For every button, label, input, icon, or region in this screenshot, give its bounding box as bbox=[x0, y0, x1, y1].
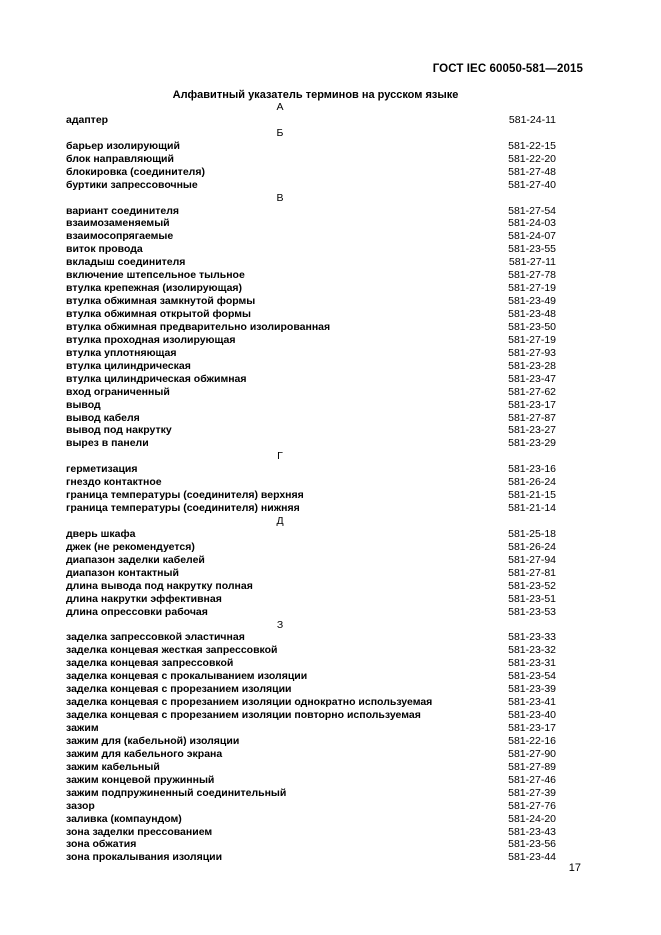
index-entry bbox=[66, 826, 556, 839]
entry-term: вывод под накрутку bbox=[66, 424, 172, 437]
entry-code: 581-27-48 bbox=[508, 165, 556, 178]
section-letter: Г bbox=[277, 450, 283, 463]
entry-term: зона заделки прессованием bbox=[66, 825, 213, 838]
entry-code: 581-22-15 bbox=[508, 139, 556, 152]
entry-term: втулка цилиндрическая bbox=[66, 359, 191, 372]
entry-code: 581-23-43 bbox=[508, 825, 556, 838]
entry-term: барьер изолирующий bbox=[66, 139, 180, 152]
index-entry bbox=[66, 657, 556, 670]
term-index bbox=[66, 101, 556, 864]
entry-code: 581-23-17 bbox=[508, 722, 556, 734]
index-entry bbox=[66, 683, 556, 696]
index-entry bbox=[66, 735, 556, 748]
entry-term: буртики запрессовочные bbox=[66, 178, 198, 191]
entry-term: вывод bbox=[66, 398, 101, 411]
entry-code: 581-23-54 bbox=[508, 670, 556, 683]
entry-code: 581-27-90 bbox=[508, 747, 556, 760]
index-entry bbox=[66, 838, 556, 851]
entry-term: зона прокалывания изоляции bbox=[66, 851, 223, 864]
entry-term: джек (не рекомендуется) bbox=[66, 540, 195, 553]
index-entry bbox=[66, 295, 556, 308]
entry-term: адаптер bbox=[66, 113, 109, 126]
index-entry bbox=[66, 554, 556, 567]
entry-code: 581-27-40 bbox=[508, 178, 556, 191]
index-entry bbox=[66, 243, 556, 256]
entry-term: вырез в панели bbox=[66, 437, 149, 450]
entry-code: 581-23-50 bbox=[508, 320, 556, 333]
index-entry bbox=[66, 502, 556, 515]
section-letter: Д bbox=[276, 515, 284, 527]
entry-code: 581-21-14 bbox=[508, 502, 556, 515]
entry-code: 581-27-19 bbox=[508, 333, 556, 346]
index-entry bbox=[66, 179, 556, 192]
entry-code: 581-23-41 bbox=[508, 696, 556, 709]
index-entry bbox=[66, 205, 556, 218]
entry-term: втулка обжимная открытой формы bbox=[66, 308, 251, 320]
entry-code: 581-24-11 bbox=[508, 113, 556, 126]
index-entry bbox=[66, 670, 556, 683]
index-entry bbox=[66, 567, 556, 580]
entry-term: длина опрессовки рабочая bbox=[66, 605, 208, 618]
entry-code: 581-27-78 bbox=[508, 269, 556, 282]
entry-term: блокировка (соединителя) bbox=[66, 165, 205, 178]
entry-code: 581-23-51 bbox=[508, 592, 556, 605]
index-entry bbox=[66, 347, 556, 360]
entry-code: 581-23-31 bbox=[508, 657, 556, 670]
entry-code: 581-23-29 bbox=[508, 437, 556, 450]
index-entry bbox=[66, 412, 556, 425]
entry-term: вывод кабеля bbox=[66, 411, 140, 424]
entry-code: 581-23-16 bbox=[508, 463, 556, 476]
entry-code: 581-24-07 bbox=[508, 230, 556, 243]
entry-code: 581-22-16 bbox=[508, 734, 556, 747]
entry-term: зона обжатия bbox=[66, 838, 137, 851]
index-entry bbox=[66, 813, 556, 826]
entry-code: 581-24-20 bbox=[508, 812, 556, 825]
index-entry bbox=[66, 696, 556, 709]
entry-code: 581-27-87 bbox=[508, 411, 556, 424]
entry-term: длина вывода под накрутку полная bbox=[66, 579, 253, 592]
index-entry bbox=[66, 593, 556, 606]
entry-term: дверь шкафа bbox=[66, 527, 136, 540]
index-entry bbox=[66, 541, 556, 554]
entry-term: взаимозаменяемый bbox=[66, 217, 170, 230]
document-id: ГОСТ IEC 60050-581—2015 bbox=[432, 63, 583, 75]
entry-term: заделка концевая с прорезанием изоляции однократно используемая bbox=[66, 696, 433, 709]
entry-code: 581-23-44 bbox=[508, 851, 556, 864]
index-entry bbox=[66, 114, 556, 127]
entry-code: 581-23-28 bbox=[508, 359, 556, 372]
index-entry bbox=[66, 399, 556, 412]
entry-code: 581-27-39 bbox=[508, 786, 556, 799]
index-entry bbox=[66, 153, 556, 166]
entry-code: 581-27-46 bbox=[508, 773, 556, 786]
entry-term: длина накрутки эффективная bbox=[66, 592, 222, 605]
entry-term: зажим кабельный bbox=[66, 760, 160, 773]
entry-code: 581-27-81 bbox=[508, 566, 556, 579]
index-title: Алфавитный указатель терминов на русском языке bbox=[172, 89, 459, 101]
index-entry bbox=[66, 606, 556, 619]
index-entry bbox=[66, 256, 556, 269]
entry-term: заделка запрессовкой эластичная bbox=[66, 631, 245, 644]
section-letter: Б bbox=[276, 126, 284, 139]
entry-code: 581-23-33 bbox=[508, 631, 556, 644]
entry-term: герметизация bbox=[66, 463, 138, 476]
entry-code: 581-23-48 bbox=[508, 308, 556, 320]
index-entry bbox=[66, 722, 556, 735]
index-entry bbox=[66, 140, 556, 153]
index-entry bbox=[66, 761, 556, 774]
entry-term: втулка проходная изолирующая bbox=[66, 333, 236, 346]
index-entry bbox=[66, 489, 556, 502]
entry-code: 581-27-11 bbox=[508, 256, 556, 269]
index-entry bbox=[66, 217, 556, 230]
index-entry bbox=[66, 748, 556, 761]
entry-term: заделка концевая с прокалыванием изоляции bbox=[66, 670, 308, 683]
entry-term: заделка концевая жесткая запрессовкой bbox=[66, 644, 278, 657]
entry-term: вариант соединителя bbox=[66, 204, 180, 217]
entry-code: 581-27-93 bbox=[508, 346, 556, 359]
section-letter: В bbox=[276, 191, 284, 204]
entry-term: зажим bbox=[66, 722, 99, 734]
entry-code: 581-23-53 bbox=[508, 605, 556, 618]
entry-code: 581-26-24 bbox=[508, 476, 556, 489]
entry-term: заливка (компаундом) bbox=[66, 812, 182, 825]
entry-term: вкладыш соединителя bbox=[66, 256, 186, 269]
index-entry bbox=[66, 269, 556, 282]
entry-code: 581-23-55 bbox=[508, 243, 556, 256]
index-entry bbox=[66, 424, 556, 437]
index-entry bbox=[66, 851, 556, 864]
index-entry bbox=[66, 800, 556, 813]
entry-term: зажим для (кабельной) изоляции bbox=[66, 734, 240, 747]
section-letter: А bbox=[276, 101, 284, 113]
entry-term: виток провода bbox=[66, 243, 143, 256]
entry-code: 581-27-94 bbox=[508, 553, 556, 566]
index-entry bbox=[66, 166, 556, 179]
entry-term: втулка обжимная замкнутой формы bbox=[66, 295, 256, 308]
index-entry bbox=[66, 334, 556, 347]
entry-code: 581-23-40 bbox=[508, 709, 556, 722]
entry-term: граница температуры (соединителя) верхняя bbox=[66, 489, 304, 502]
entry-code: 581-27-19 bbox=[508, 282, 556, 295]
page-number: 17 bbox=[568, 862, 581, 874]
entry-term: втулка уплотняющая bbox=[66, 346, 177, 359]
index-entry bbox=[66, 528, 556, 541]
index-entry bbox=[66, 463, 556, 476]
entry-term: зажим концевой пружинный bbox=[66, 773, 215, 786]
entry-code: 581-23-39 bbox=[508, 683, 556, 696]
entry-code: 581-21-15 bbox=[508, 489, 556, 502]
index-entry bbox=[66, 360, 556, 373]
entry-code: 581-27-89 bbox=[508, 760, 556, 773]
entry-code: 581-27-54 bbox=[508, 204, 556, 217]
entry-term: втулка крепежная (изолирующая) bbox=[66, 282, 243, 295]
index-entry bbox=[66, 386, 556, 399]
entry-term: гнездо контактное bbox=[66, 476, 162, 489]
entry-term: втулка цилиндрическая обжимная bbox=[66, 372, 247, 385]
entry-code: 581-23-17 bbox=[508, 398, 556, 411]
entry-code: 581-22-20 bbox=[508, 152, 556, 165]
entry-code: 581-25-18 bbox=[508, 527, 556, 540]
entry-code: 581-23-49 bbox=[508, 295, 556, 308]
entry-term: взаимосопрягаемые bbox=[66, 230, 174, 243]
entry-code: 581-27-62 bbox=[508, 385, 556, 398]
entry-term: граница температуры (соединителя) нижняя bbox=[66, 502, 300, 515]
entry-term: втулка обжимная предварительно изолированная bbox=[66, 320, 331, 333]
entry-code: 581-23-56 bbox=[508, 838, 556, 851]
entry-term: блок направляющий bbox=[66, 152, 174, 165]
index-entry bbox=[66, 282, 556, 295]
entry-term: включение штепсельное тыльное bbox=[66, 269, 245, 282]
entry-term: заделка концевая с прорезанием изоляции повторно используемая bbox=[66, 709, 421, 722]
section-letter: З bbox=[276, 618, 284, 631]
index-entry bbox=[66, 308, 556, 321]
entry-term: вход ограниченный bbox=[66, 385, 170, 398]
entry-term: зазор bbox=[66, 799, 95, 812]
entry-term: зажим для кабельного экрана bbox=[66, 747, 223, 760]
index-entry bbox=[66, 787, 556, 800]
entry-code: 581-24-03 bbox=[508, 217, 556, 230]
entry-term: заделка концевая с прорезанием изоляции bbox=[66, 683, 292, 696]
index-entry bbox=[66, 709, 556, 722]
entry-term: заделка концевая запрессовкой bbox=[66, 657, 234, 670]
entry-code: 581-23-47 bbox=[508, 372, 556, 385]
index-entry bbox=[66, 644, 556, 657]
index-entry bbox=[66, 631, 556, 644]
entry-code: 581-26-24 bbox=[508, 540, 556, 553]
index-entry bbox=[66, 373, 556, 386]
index-entry bbox=[66, 774, 556, 787]
index-entry bbox=[66, 476, 556, 489]
entry-term: диапазон контактный bbox=[66, 566, 179, 579]
entry-code: 581-23-32 bbox=[508, 644, 556, 657]
index-entry bbox=[66, 437, 556, 450]
entry-code: 581-23-52 bbox=[508, 579, 556, 592]
index-entry bbox=[66, 580, 556, 593]
index-entry bbox=[66, 230, 556, 243]
entry-term: зажим подпружиненный соединительный bbox=[66, 786, 287, 799]
entry-term: диапазон заделки кабелей bbox=[66, 553, 205, 566]
index-entry bbox=[66, 321, 556, 334]
entry-code: 581-27-76 bbox=[508, 799, 556, 812]
entry-code: 581-23-27 bbox=[508, 424, 556, 437]
